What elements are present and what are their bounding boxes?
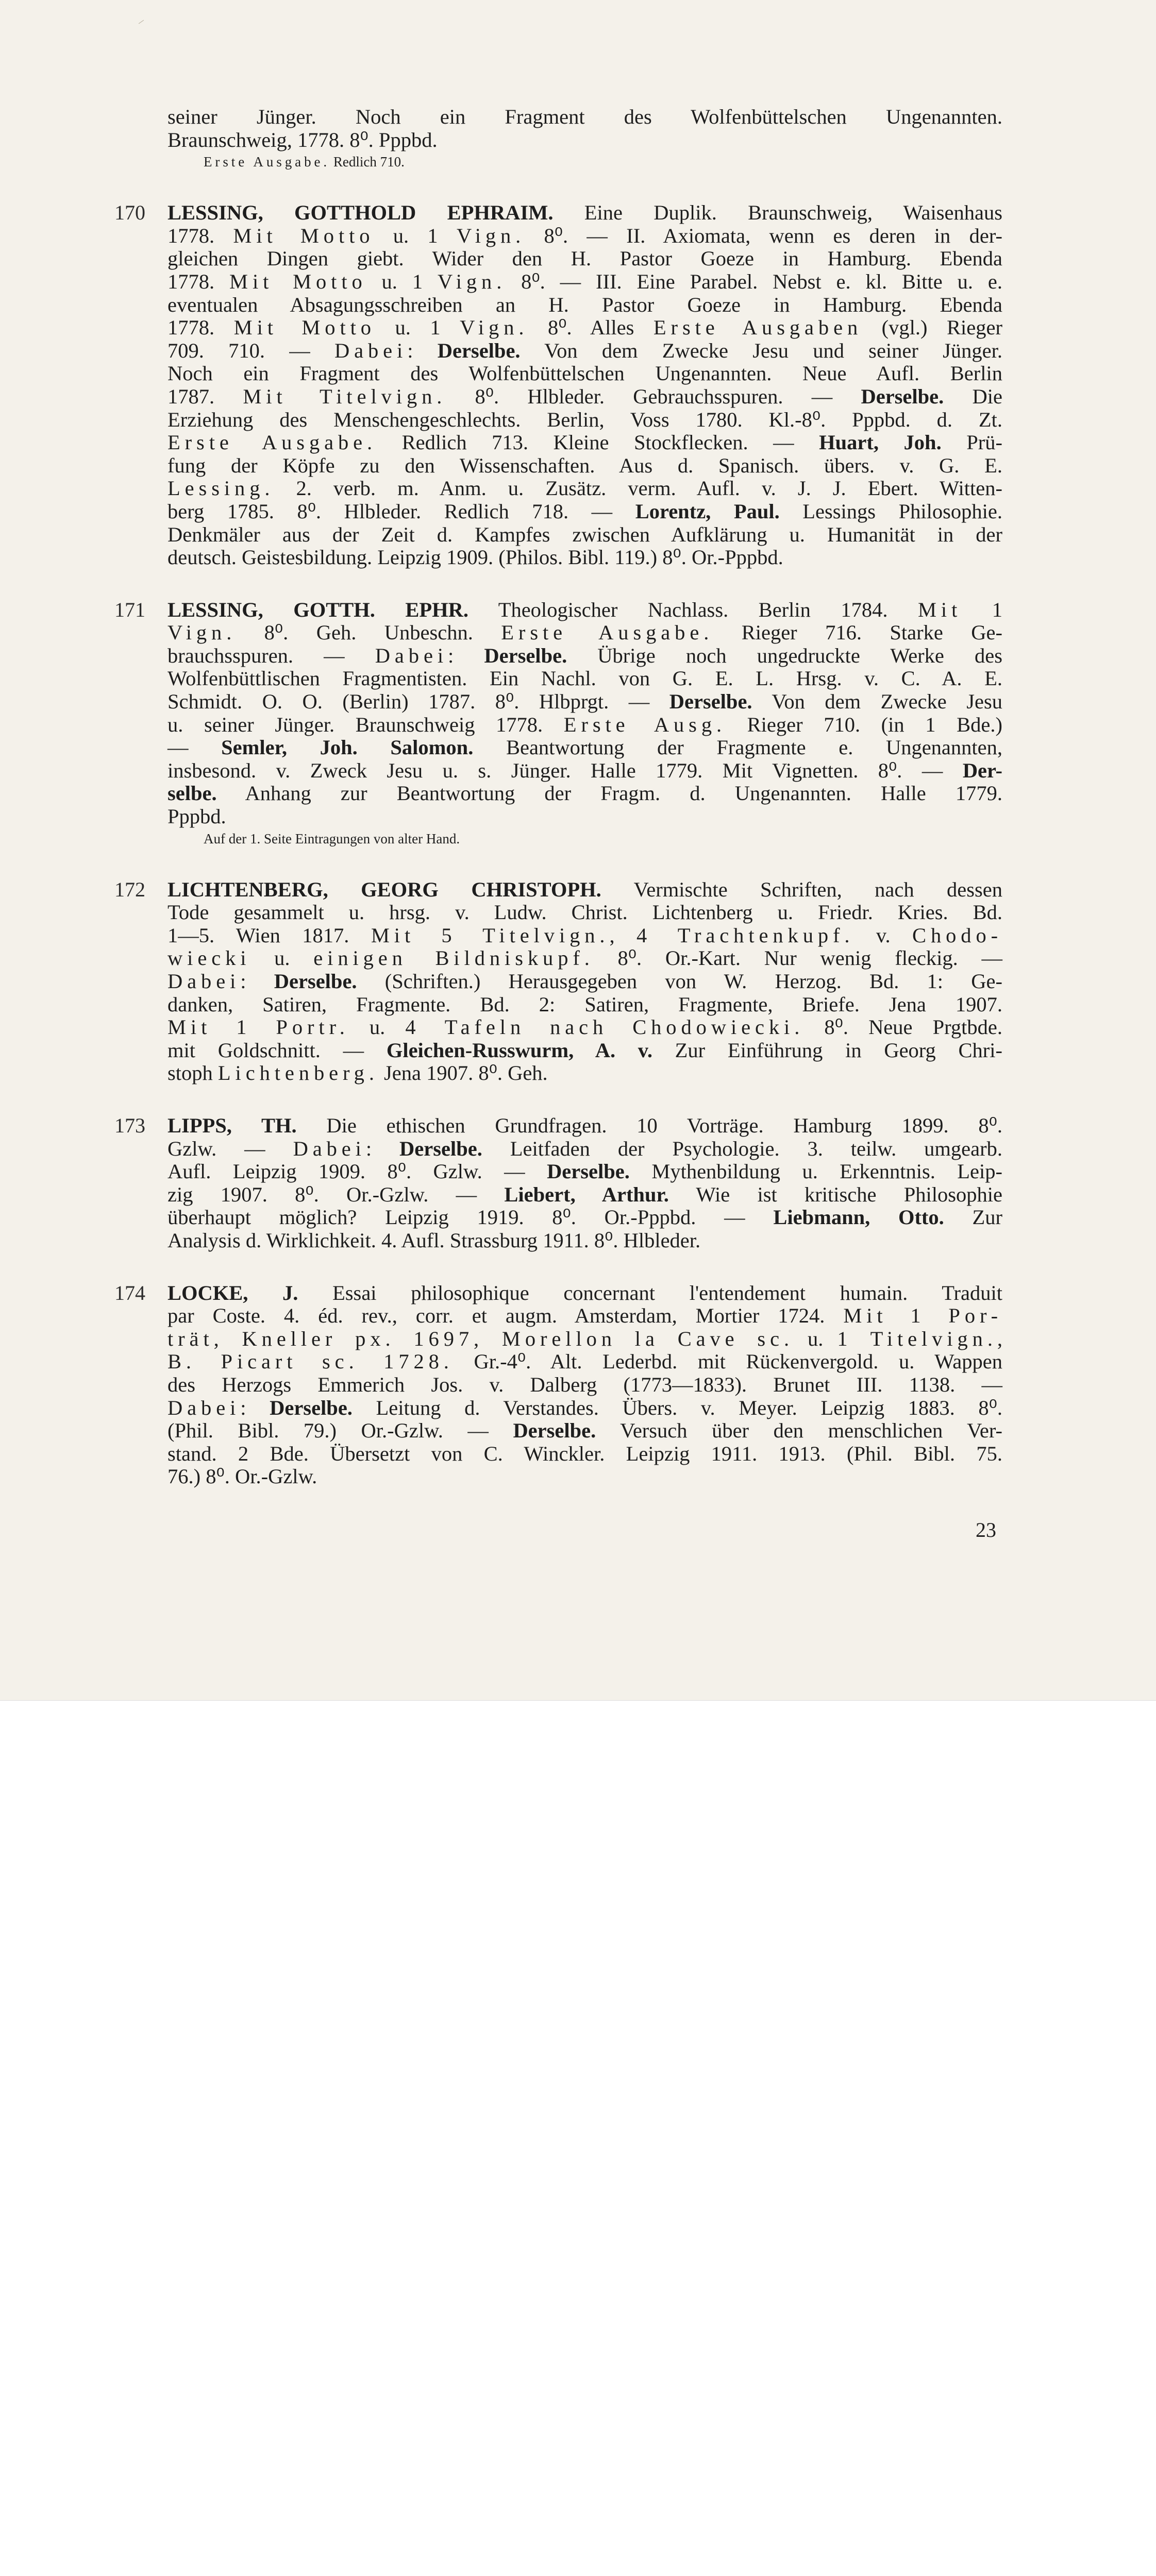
text-line: LICHTENBERG, GEORG CHRISTOPH. Vermischte Schriften, nach dessen xyxy=(167,877,1002,901)
entry-number: 172 xyxy=(114,877,145,901)
text-line: danken, Satiren, Fragmente. Bd. 2: Satiren, Fragmente, Briefe. Jena 1907. xyxy=(167,992,1002,1016)
page-number: 23 xyxy=(976,1518,996,1541)
text-line: brauchsspuren. — Dabei: Derselbe. Übrige noch ungedruckte Werke des xyxy=(167,643,1002,667)
text-line: 1778. Mit Motto u. 1 Vign. 8⁰. Alles Erste Ausgaben (vgl.) Rieger xyxy=(167,316,1003,340)
text-line: selbe. Anhang zur Beantwortung der Fragm. d. Ungenannten. Halle 1779. xyxy=(167,782,1002,805)
text-line: berg 1785. 8⁰. Hlbleder. Redlich 718. — Lorentz, Paul. Lessings Philosophie. xyxy=(167,499,1002,523)
text-line: Braunschweig, 1778. 8⁰. Pppbd. xyxy=(167,128,438,151)
text-line: Lessing. 2. verb. m. Anm. u. Zusätz. verm. Aufl. v. J. J. Ebert. Witten- xyxy=(167,477,1002,500)
text-line: Schmidt. O. O. (Berlin) 1787. 8⁰. Hlbprgt. — Derselbe. Von dem Zwecke Jesu xyxy=(167,690,1003,714)
text-line: Mit 1 Portr. u. 4 Tafeln nach Chodowiecki. 8⁰. Neue Prgtbde. xyxy=(167,1015,1002,1039)
text-line: Denkmäler aus der Zeit d. Kampfes zwischen Aufklärung u. Humanität in der xyxy=(167,522,1002,546)
catalog-text xyxy=(114,105,1003,1488)
entry-gap xyxy=(167,569,1002,599)
text-line: Dabei: Derselbe. (Schriften.) Herausgegeben von W. Herzog. Bd. 1: Ge- xyxy=(167,970,1002,993)
text-line: seiner Jünger. Noch ein Fragment des Wolfenbüttelschen Ungenannten. xyxy=(167,105,1002,128)
text-line: Erziehung des Menschengeschlechts. Berlin, Voss 1780. Kl.-8⁰. Pppbd. d. Zt. xyxy=(167,408,1002,431)
text-line: LESSING, GOTTHOLD EPHRAIM. Eine Duplik. Braunschweig, Waisenhaus xyxy=(167,201,1002,225)
text-line: B. Picart sc. 1728. Gr.-4⁰. Alt. Lederbd. mit Rückenvergold. u. Wappen xyxy=(167,1350,1002,1374)
text-line: Dabei: Derselbe. Leitung d. Verstandes. Übers. v. Meyer. Leipzig 1883. 8⁰. xyxy=(167,1396,1002,1419)
entry-gap xyxy=(167,172,1002,201)
text-line: LIPPS, TH. Die ethischen Grundfragen. 10 Vorträge. Hamburg 1899. 8⁰. xyxy=(167,1113,1002,1137)
text-line: Noch ein Fragment des Wolfenbüttelschen Ungenannten. Neue Aufl. Berlin xyxy=(167,362,1002,385)
catalog-entry xyxy=(114,201,1003,569)
text-line: insbesond. v. Zweck Jesu u. s. Jünger. Halle 1779. Mit Vignetten. 8⁰. — Der- xyxy=(167,758,1002,782)
page-mark xyxy=(139,20,144,24)
text-line: stand. 2 Bde. Übersetzt von C. Winckler. Leipzig 1911. 1913. (Phil. Bibl. 75. xyxy=(167,1442,1002,1465)
entry-note: Auf der 1. Seite Eintragungen von alter Hand. xyxy=(204,831,460,846)
catalog-entry xyxy=(114,1281,1003,1488)
intro-block xyxy=(167,106,1002,172)
text-line: Gzlw. — Dabei: Derselbe. Leitfaden der Psychologie. 3. teilw. umgearb. xyxy=(167,1137,1002,1160)
text-line: Aufl. Leipzig 1909. 8⁰. Gzlw. — Derselbe. Mythenbildung u. Erkenntnis. Leip- xyxy=(167,1160,1002,1183)
entry-number: 170 xyxy=(114,201,145,225)
catalog-entry xyxy=(114,877,1003,1085)
text-line: LOCKE, J. Essai philosophique concernant l'entendement humain. Traduit xyxy=(167,1281,1002,1304)
text-line: gleichen Dingen giebt. Wider den H. Pastor Goeze in Hamburg. Ebenda xyxy=(167,247,1002,270)
text-line: u. seiner Jünger. Braunschweig 1778. Erste Ausg. Rieger 710. (in 1 Bde.) xyxy=(167,713,1002,736)
text-line: mit Goldschnitt. — Gleichen-Russwurm, A. v. Zur Einführung in Georg Chri- xyxy=(167,1038,1003,1062)
text-line: Analysis d. Wirklichkeit. 4. Aufl. Strassburg 1911. 8⁰. Hlbleder. xyxy=(167,1228,701,1252)
footer xyxy=(0,1700,1156,1780)
text-line: trät, Kneller px. 1697, Morellon la Cave sc. u. 1 Titelvign., xyxy=(167,1327,1003,1350)
text-line: stoph Lichtenberg. Jena 1907. 8⁰. Geh. xyxy=(167,1061,548,1085)
text-line: Erste Ausgabe. Redlich 713. Kleine Stockflecken. — Huart, Joh. Prü- xyxy=(167,431,1003,454)
entry-note: Erste Ausgabe. Redlich 710. xyxy=(204,154,405,170)
text-line: Vign. 8⁰. Geh. Unbeschn. Erste Ausgabe. Rieger 716. Starke Ge- xyxy=(167,621,1003,645)
text-line: 1—5. Wien 1817. Mit 5 Titelvign., 4 Trachtenkupf. v. Chodo- xyxy=(167,923,1003,947)
text-line: Wolfenbüttlischen Fragmentisten. Ein Nachl. von G. E. L. Hrsg. v. C. A. E. xyxy=(167,667,1002,690)
entry-number: 174 xyxy=(114,1281,145,1304)
catalog-entry xyxy=(114,598,1003,849)
entry-gap xyxy=(167,849,1002,878)
text-line: überhaupt möglich? Leipzig 1919. 8⁰. Or.-Pppbd. — Liebmann, Otto. Zur xyxy=(167,1206,1002,1229)
text-line: zig 1907. 8⁰. Or.-Gzlw. — Liebert, Arthur. Wie ist kritische Philosophie xyxy=(167,1182,1002,1206)
entry-number: 173 xyxy=(114,1113,145,1137)
text-line: 1778. Mit Motto u. 1 Vign. 8⁰. — III. Eine Parabel. Nebst e. kl. Bitte u. e. xyxy=(167,269,1003,293)
text-line: Pppbd. xyxy=(167,805,226,828)
text-line: fung der Köpfe zu den Wissenschaften. Aus d. Spanisch. übers. v. G. E. xyxy=(167,453,1002,477)
text-line: LESSING, GOTTH. EPHR. Theologischer Nachlass. Berlin 1784. Mit 1 xyxy=(167,598,1002,621)
text-line: des Herzogs Emmerich Jos. v. Dalberg (1773—1833). Brunet III. 1138. — xyxy=(167,1372,1002,1396)
text-line: 709. 710. — Dabei: Derselbe. Von dem Zwecke Jesu und seiner Jünger. xyxy=(167,338,1002,362)
text-line: deutsch. Geistesbildung. Leipzig 1909. (Philos. Bibl. 119.) 8⁰. Or.-Pppbd. xyxy=(167,546,783,569)
text-line: eventualen Absagungsschreiben an H. Pastor Goeze in Hamburg. Ebenda xyxy=(167,293,1002,316)
text-line: wiecki u. einigen Bildniskupf. 8⁰. Or.-Kart. Nur wenig fleckig. — xyxy=(167,946,1002,970)
catalog-entry xyxy=(114,1113,1002,1252)
text-line: par Coste. 4. éd. rev., corr. et augm. Amsterdam, Mortier 1724. Mit 1 Por- xyxy=(167,1304,1002,1328)
entry-gap xyxy=(167,1085,1002,1114)
text-line: 76.) 8⁰. Or.-Gzlw. xyxy=(167,1465,317,1488)
catalog-entries xyxy=(114,172,1003,1488)
entry-number: 171 xyxy=(114,598,145,621)
entry-gap xyxy=(167,1252,1002,1282)
text-line: 1778. Mit Motto u. 1 Vign. 8⁰. — II. Axiomata, wenn es deren in der- xyxy=(167,224,1002,247)
text-line: 1787. Mit Titelvign. 8⁰. Hlbleder. Gebrauchsspuren. — Derselbe. Die xyxy=(167,384,1003,408)
text-line: — Semler, Joh. Salomon. Beantwortung der Fragmente e. Ungenannten, xyxy=(167,736,1003,759)
text-line: Tode gesammelt u. hrsg. v. Ludw. Christ. Lichtenberg u. Friedr. Kries. Bd. xyxy=(167,901,1002,924)
text-line: (Phil. Bibl. 79.) Or.-Gzlw. — Derselbe. Versuch über den menschlichen Ver- xyxy=(167,1419,1002,1443)
